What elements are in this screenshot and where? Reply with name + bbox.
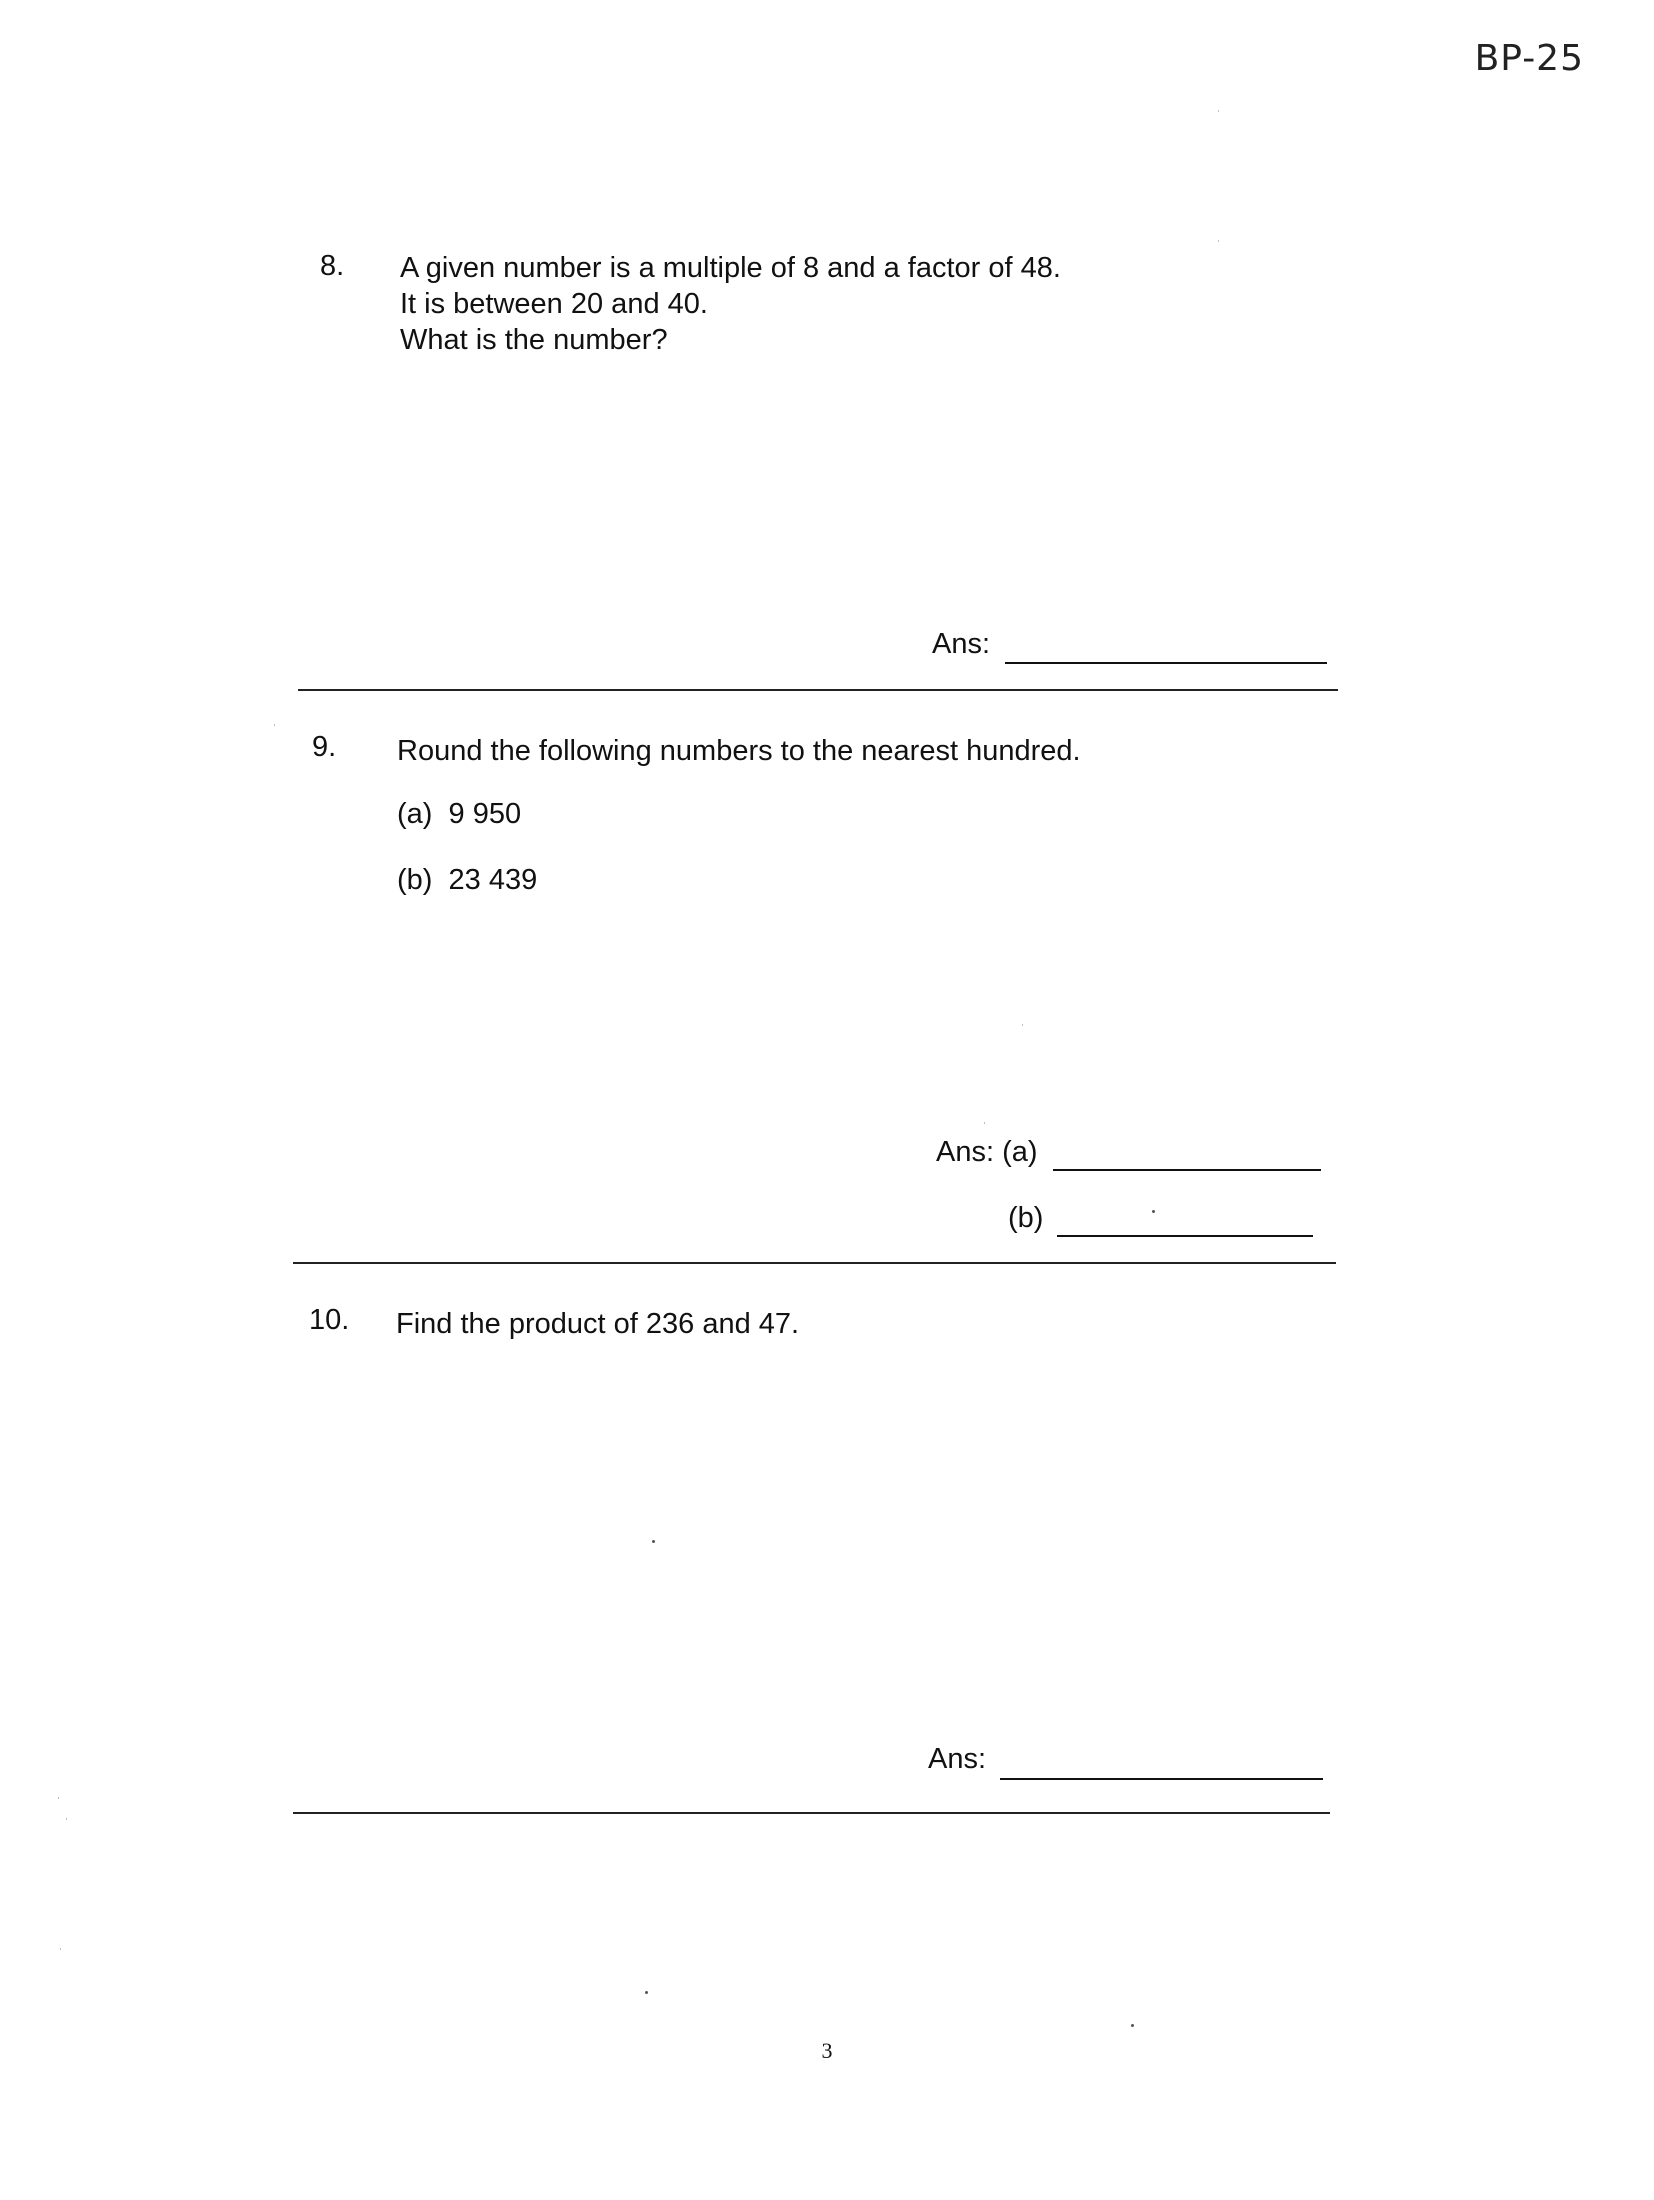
question-8-line-2: It is between 20 and 40. <box>400 288 708 320</box>
question-9-answer-label-a: Ans: (a) <box>936 1136 1038 1168</box>
scan-speck <box>60 1948 61 1950</box>
page-number: 3 <box>821 2038 833 2063</box>
question-10-answer-label: Ans: <box>928 1743 987 1775</box>
scan-speck <box>1022 1024 1023 1026</box>
scan-speck <box>984 1122 985 1124</box>
section-divider-2 <box>293 1262 1336 1264</box>
question-10-number: 10. <box>309 1304 350 1336</box>
section-divider-1 <box>298 689 1338 691</box>
question-8-text <box>400 250 1061 358</box>
part-b-label: (b) <box>397 864 433 896</box>
scan-speck <box>274 724 275 726</box>
question-9-text: Round the following numbers to the nearest hundred. <box>397 735 1081 767</box>
question-9-number: 9. <box>312 731 337 763</box>
scan-speck <box>1218 240 1219 242</box>
question-8-answer-line[interactable] <box>1005 662 1327 664</box>
scan-speck <box>66 1818 67 1820</box>
scan-speck <box>652 1540 655 1543</box>
question-8-line-1: A given number is a multiple of 8 and a factor of 48. <box>400 252 1061 284</box>
part-b-value: 23 439 <box>448 864 538 896</box>
scan-speck <box>645 1991 648 1994</box>
scan-speck <box>1218 110 1219 112</box>
part-a-value: 9 950 <box>448 798 522 830</box>
question-8-answer-label: Ans: <box>932 628 991 660</box>
question-9-answer-line-a[interactable] <box>1053 1169 1321 1171</box>
question-9-answer-line-b[interactable] <box>1057 1235 1313 1237</box>
question-8-number: 8. <box>320 250 345 282</box>
scan-speck <box>1152 1210 1155 1213</box>
page-code: BP-25 <box>1474 38 1584 79</box>
scan-speck <box>1131 2024 1134 2027</box>
question-9-answer-label-b: (b) <box>1008 1202 1044 1234</box>
part-a-label: (a) <box>397 798 433 830</box>
question-10-answer-line[interactable] <box>1000 1778 1323 1780</box>
question-8-line-3: What is the number? <box>400 324 668 356</box>
question-9-part-b <box>397 862 537 898</box>
question-10-text: Find the product of 236 and 47. <box>396 1308 800 1340</box>
question-9-part-a <box>397 796 521 832</box>
scan-speck <box>58 1797 59 1799</box>
section-divider-3 <box>293 1812 1330 1814</box>
